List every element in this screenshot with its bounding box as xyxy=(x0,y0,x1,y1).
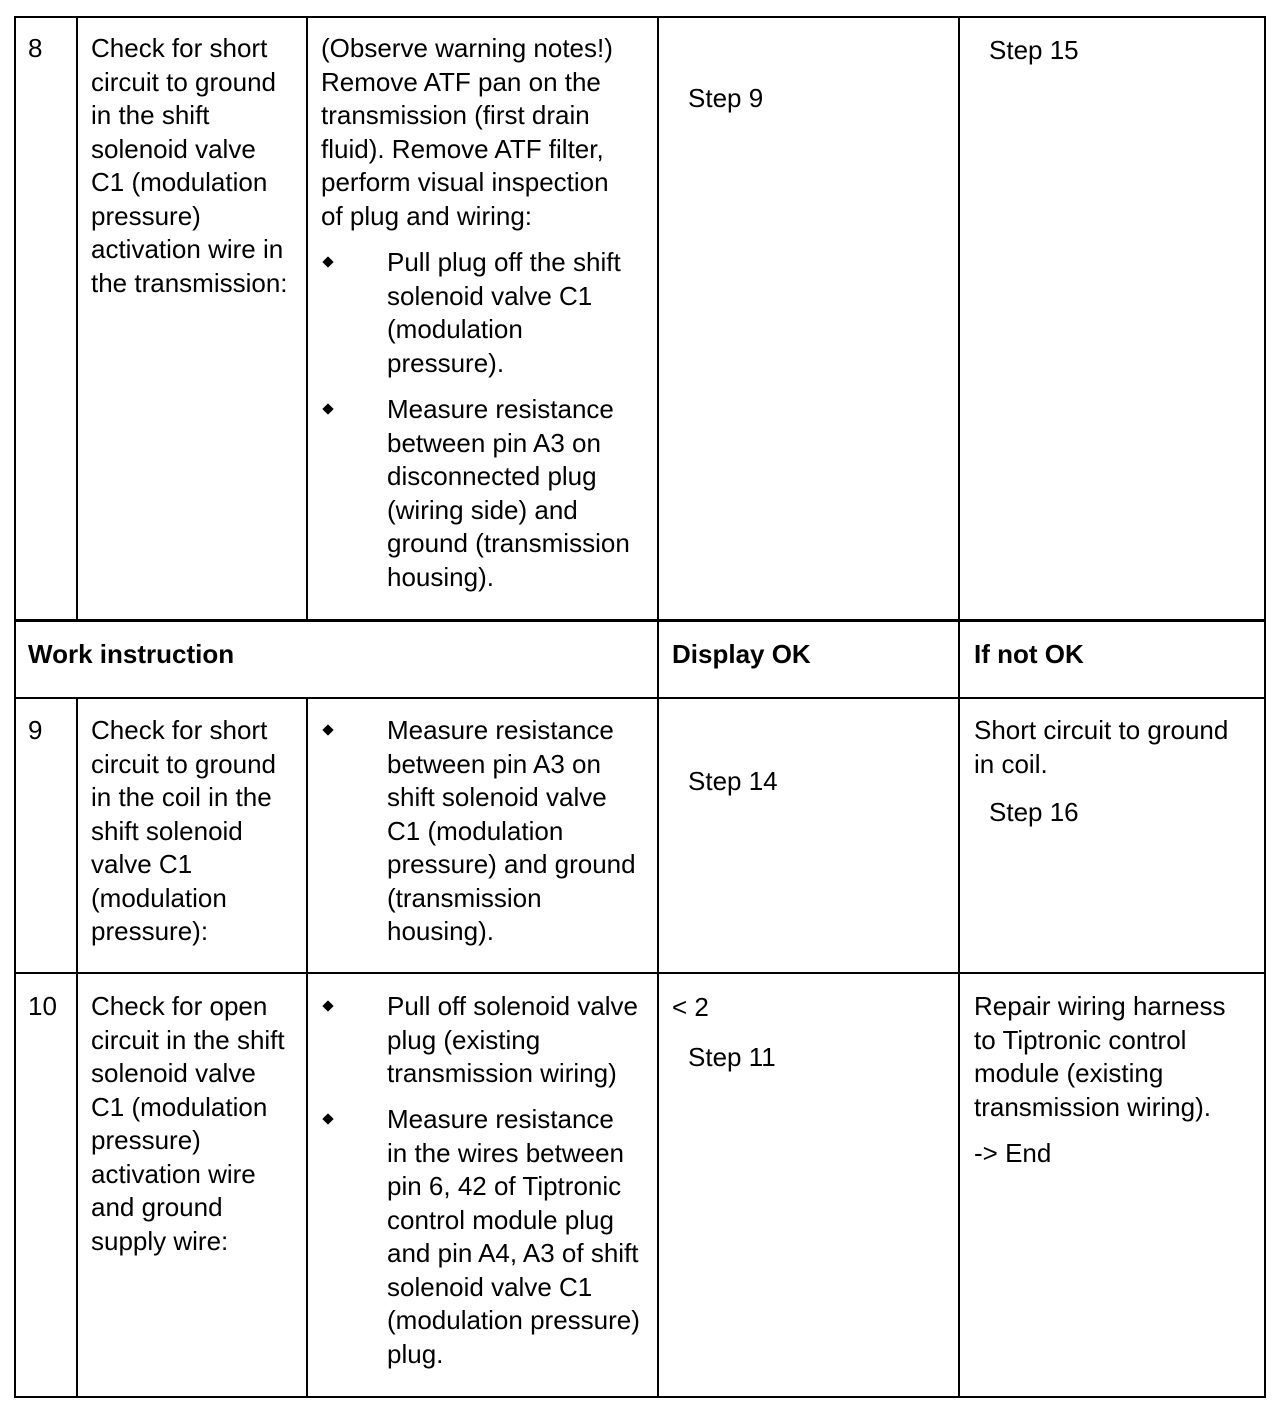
header-display-ok: Display OK xyxy=(672,639,811,669)
row-10-display-ok-value: < 2 xyxy=(672,992,709,1022)
text-line: perform visual inspection xyxy=(321,167,609,197)
text-line: control module plug xyxy=(387,1204,614,1235)
col-divider-num xyxy=(76,16,78,620)
text-line: of plug and wiring: xyxy=(321,200,533,231)
text-line: housing). xyxy=(387,561,494,592)
text-line: circuit to ground xyxy=(91,66,276,97)
text-line: in the shift xyxy=(91,100,210,130)
text-line: module (existing xyxy=(974,1058,1164,1088)
text-line: and ground xyxy=(91,1192,223,1222)
row-9-display-ok: Step 14 xyxy=(688,766,778,796)
text-line: solenoid valve xyxy=(91,133,256,164)
text-line: C1 (modulation xyxy=(91,167,268,197)
text-line: (Observe warning notes!) xyxy=(321,33,613,63)
text-line: supply wire: xyxy=(91,1225,229,1256)
row-8-check xyxy=(91,32,303,300)
table-border-right xyxy=(1264,16,1266,1398)
row-divider xyxy=(14,619,1266,622)
text-line: (modulation pressure) xyxy=(387,1305,640,1335)
row-9-if-not-ok xyxy=(974,714,1262,781)
row-divider xyxy=(14,697,1266,699)
text-line: pressure). xyxy=(387,347,505,378)
row-8-if-not-ok: Step 15 xyxy=(989,35,1079,65)
col-divider-notok xyxy=(958,16,960,1398)
text-line: pressure) xyxy=(91,200,201,231)
header-work-instruction: Work instruction xyxy=(28,639,235,669)
col-divider-check xyxy=(306,16,308,620)
text-line: Pull plug off the shift xyxy=(387,247,621,277)
text-line: Check for short xyxy=(91,33,268,63)
row-10-number: 10 xyxy=(28,991,57,1021)
row-10-display-ok: Step 11 xyxy=(688,1042,776,1072)
text-line: ground (transmission xyxy=(387,528,630,558)
text-line: solenoid valve C1 xyxy=(387,1271,593,1302)
text-line: valve C1 xyxy=(91,849,193,879)
text-line: solenoid valve xyxy=(91,1058,256,1088)
text-line: (modulation xyxy=(387,314,523,344)
text-line: circuit to ground xyxy=(91,748,276,779)
text-line: fluid). Remove ATF filter, xyxy=(321,133,604,164)
row-8-display-ok: Step 9 xyxy=(688,83,764,113)
text-line: pressure) xyxy=(91,1125,201,1155)
row-9-check xyxy=(91,714,303,949)
text-line: transmission wiring). xyxy=(974,1091,1211,1122)
text-line: Pull off solenoid valve xyxy=(387,991,639,1021)
text-line: (modulation xyxy=(91,882,227,913)
row-10-check xyxy=(91,990,303,1258)
text-line: Repair wiring harness xyxy=(974,991,1226,1021)
row-8-instruction-intro xyxy=(321,32,655,233)
text-line: Remove ATF pan on the xyxy=(321,66,601,97)
col-divider-check xyxy=(306,698,308,1398)
text-line: Check for open xyxy=(91,991,268,1021)
col-divider-num xyxy=(76,698,78,1398)
row-divider xyxy=(14,972,1266,974)
text-line: activation wire in xyxy=(91,234,284,264)
text-line: in coil. xyxy=(974,748,1048,779)
text-line: (transmission xyxy=(387,882,542,913)
text-line: (wiring side) and xyxy=(387,494,578,525)
text-line: transmission wiring) xyxy=(387,1058,617,1088)
text-line: pressure): xyxy=(91,916,209,946)
text-line: Check for short xyxy=(91,715,268,745)
text-line: the transmission: xyxy=(91,267,288,298)
row-10-if-not-ok xyxy=(974,990,1262,1124)
text-line: to Tiptronic control xyxy=(974,1024,1187,1055)
text-line: Measure resistance xyxy=(387,394,614,424)
row-9-number: 9 xyxy=(28,715,43,745)
text-line: plug (existing xyxy=(387,1024,541,1055)
table-border-bottom xyxy=(14,1396,1266,1398)
header-if-not-ok: If not OK xyxy=(974,639,1084,669)
text-line: between pin A3 on xyxy=(387,748,601,779)
text-line: shift solenoid xyxy=(91,815,243,846)
text-line: in the wires between xyxy=(387,1137,625,1168)
row-8-number: 8 xyxy=(28,33,43,63)
text-line: activation wire xyxy=(91,1158,256,1189)
text-line: Measure resistance xyxy=(387,1104,614,1134)
text-line: pin 6, 42 of Tiptronic xyxy=(387,1171,622,1201)
text-line: transmission (first drain xyxy=(321,100,590,130)
text-line: pressure) and ground xyxy=(387,849,636,879)
text-line: in the coil in the xyxy=(91,782,272,812)
text-line: disconnected plug xyxy=(387,461,597,491)
text-line: housing). xyxy=(387,916,494,946)
row-9-if-not-ok-step: Step 16 xyxy=(989,797,1079,827)
text-line: between pin A3 on xyxy=(387,427,601,458)
text-line: solenoid valve C1 xyxy=(387,280,593,311)
text-line: Measure resistance xyxy=(387,715,614,745)
col-divider-ok xyxy=(657,16,659,1398)
text-line: shift solenoid valve xyxy=(387,782,607,812)
text-line: and pin A4, A3 of shift xyxy=(387,1238,639,1268)
text-line: C1 (modulation xyxy=(91,1091,268,1122)
text-line: plug. xyxy=(387,1338,444,1369)
text-line: C1 (modulation xyxy=(387,815,564,846)
text-line: circuit in the shift xyxy=(91,1024,285,1055)
text-line: Short circuit to ground xyxy=(974,715,1229,745)
row-10-if-not-ok-end: -> End xyxy=(974,1138,1052,1168)
